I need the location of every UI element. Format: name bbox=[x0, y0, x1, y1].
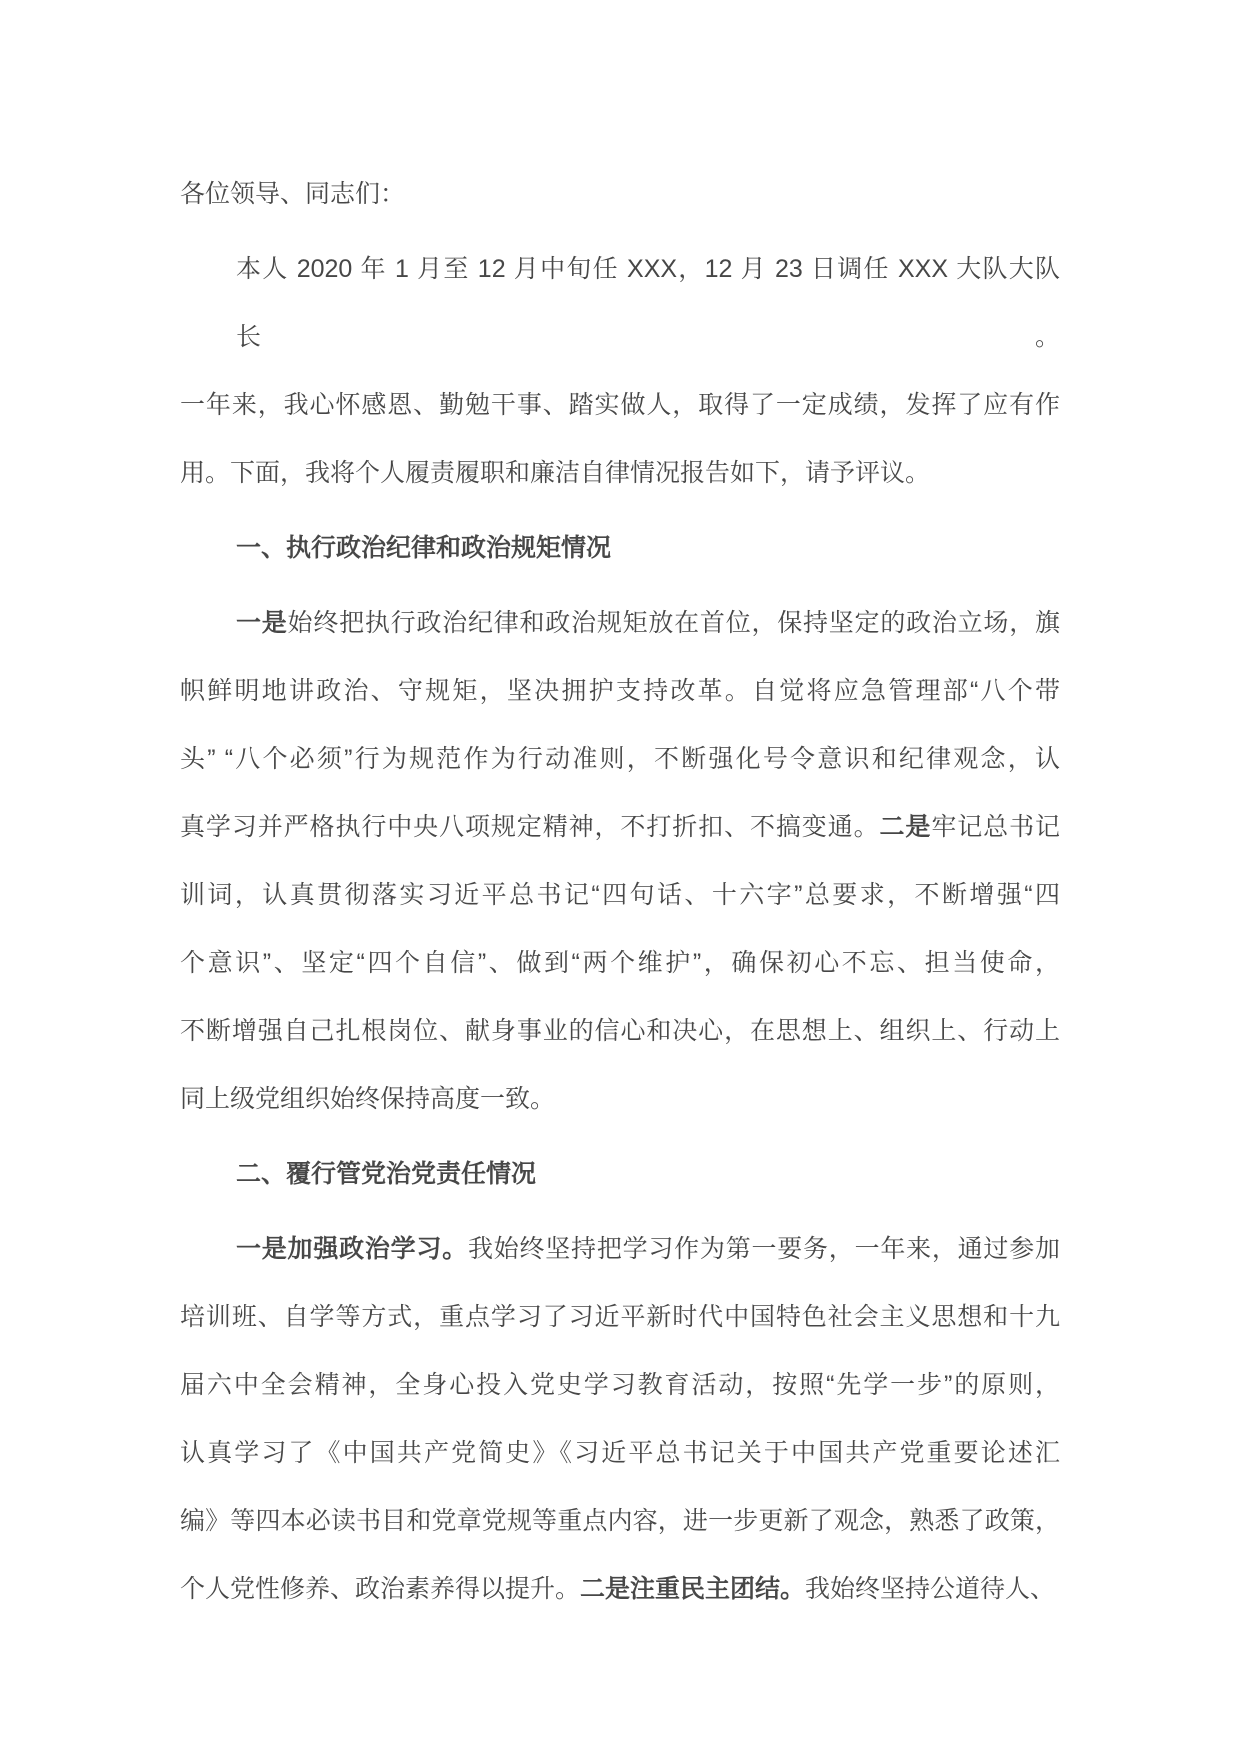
section-heading bbox=[180, 514, 1060, 582]
text-line bbox=[180, 725, 1060, 793]
text-line bbox=[180, 589, 1060, 657]
text-run: 我始终坚持公道待人、 bbox=[805, 1575, 1056, 1603]
text-run: 不断增强自己扎根岗位、献身事业的信心和决心，在思想上、组织上、行动上 bbox=[180, 1017, 1060, 1045]
text-run: 始终把执行政治纪律和政治规矩放在首位，保持坚定的政治立场，旗 bbox=[287, 609, 1060, 637]
text-line bbox=[180, 1215, 1060, 1283]
bold-text-run: 二是注重民主团结。 bbox=[580, 1575, 806, 1603]
text-run: 认真学习了《中国共产党简史》《习近平总书记关于中国共产党重要论述汇 bbox=[180, 1439, 1060, 1467]
text-line bbox=[180, 793, 1060, 861]
text-line bbox=[180, 861, 1060, 929]
text-line bbox=[180, 1283, 1060, 1351]
text-line bbox=[180, 929, 1060, 997]
text-run: 个意识”、坚定“四个自信”、做到“两个维护”，确保初心不忘、担当使命， bbox=[180, 949, 1060, 977]
text-line bbox=[180, 160, 1060, 228]
text-line bbox=[180, 371, 1060, 439]
bold-text-run: 一是加强政治学习。 bbox=[236, 1235, 468, 1263]
text-run: 真学习并严格执行中央八项规定精神，不打折扣、不搞变通。 bbox=[180, 813, 880, 841]
text-line bbox=[180, 1487, 1060, 1555]
text-run: 训词，认真贯彻落实习近平总书记“四句话、十六字”总要求，不断增强“四 bbox=[180, 881, 1060, 909]
bold-text-run: 一、执行政治纪律和政治规矩情况 bbox=[236, 534, 612, 562]
bold-text-run: 一是 bbox=[236, 609, 288, 637]
paragraph bbox=[180, 1215, 1060, 1623]
text-line bbox=[180, 657, 1060, 725]
text-line bbox=[180, 1065, 1060, 1133]
text-line bbox=[180, 1351, 1060, 1419]
text-run: 帜鲜明地讲政治、守规矩，坚决拥护支持改革。自觉将应急管理部“八个带 bbox=[180, 677, 1060, 705]
text-line bbox=[180, 1140, 1060, 1208]
text-run: 届六中全会精神，全身心投入党史学习教育活动，按照“先学一步”的原则， bbox=[180, 1371, 1060, 1399]
text-run: 本人 2020 年 1 月至 12 月中旬任 XXX，12 月 23 日调任 XXX 大队大队长。 bbox=[236, 255, 1060, 351]
text-run: 培训班、自学等方式，重点学习了习近平新时代中国特色社会主义思想和十九 bbox=[180, 1303, 1060, 1331]
text-run: 头” “八个必须”行为规范作为行动准则，不断强化号令意识和纪律观念，认 bbox=[180, 745, 1060, 773]
text-run: 各位领导、同志们： bbox=[180, 180, 406, 208]
text-line bbox=[180, 1419, 1060, 1487]
text-run: 编》等四本必读书目和党章党规等重点内容，进一步更新了观念，熟悉了政策， bbox=[180, 1507, 1060, 1535]
text-run: 同上级党组织始终保持高度一致。 bbox=[180, 1085, 556, 1113]
text-line bbox=[180, 514, 1060, 582]
paragraph bbox=[180, 589, 1060, 1133]
text-run: 牢记总书记 bbox=[931, 813, 1060, 841]
bold-text-run: 二、覆行管党治党责任情况 bbox=[236, 1160, 537, 1188]
text-line bbox=[180, 235, 1060, 371]
text-line bbox=[180, 439, 1060, 507]
paragraph bbox=[180, 235, 1060, 507]
bold-text-run: 二是 bbox=[879, 813, 932, 841]
paragraph bbox=[180, 160, 1060, 228]
text-run: 一年来，我心怀感恩、勤勉干事、踏实做人，取得了一定成绩，发挥了应有作 bbox=[180, 391, 1060, 419]
text-run: 个人党性修养、政治素养得以提升。 bbox=[180, 1575, 581, 1603]
text-run: 用。下面，我将个人履责履职和廉洁自律情况报告如下，请予评议。 bbox=[180, 459, 931, 487]
text-line bbox=[180, 1555, 1060, 1623]
text-line bbox=[180, 997, 1060, 1065]
section-heading bbox=[180, 1140, 1060, 1208]
text-run: 我始终坚持把学习作为第一要务，一年来，通过参加 bbox=[467, 1235, 1060, 1263]
